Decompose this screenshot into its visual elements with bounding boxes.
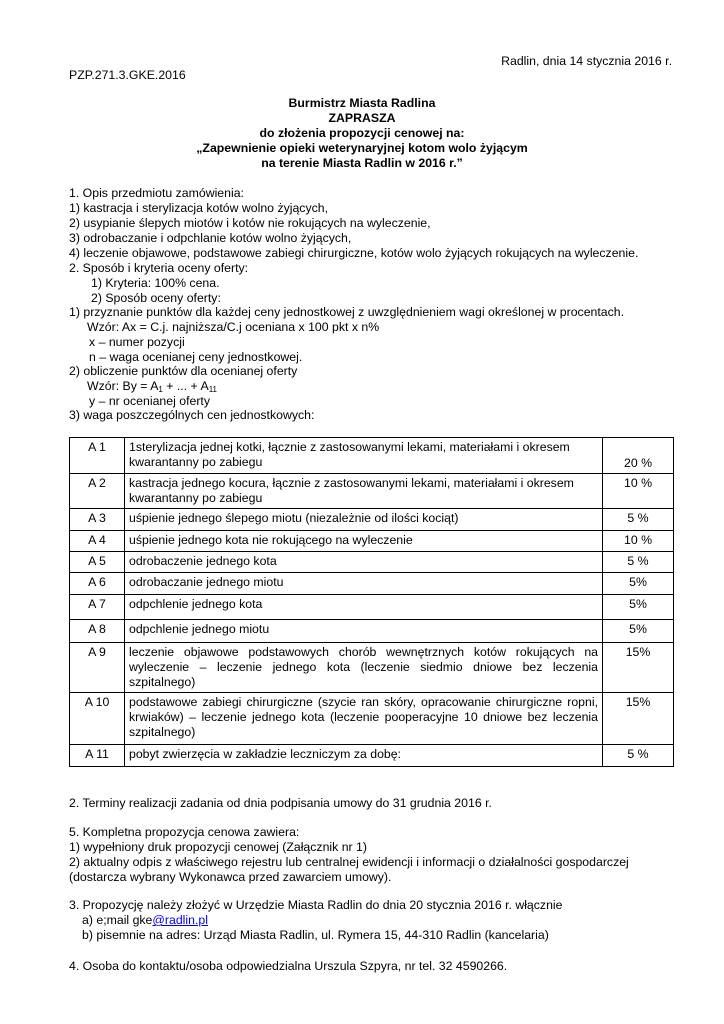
email-line: a) e;mail gke@radlin.pl (82, 913, 208, 927)
section5-heading: 5. Kompletna propozycja cenowa zawiera: (69, 825, 300, 839)
formula-n-definition: n – waga ocenianej ceny jednostkowej. (89, 350, 303, 364)
section2-heading: 2. Sposób i kryteria oceny oferty: (69, 261, 249, 275)
row-code: A 4 (70, 531, 125, 552)
row-weight: 20 % (603, 438, 674, 474)
row-code: A 9 (70, 643, 125, 693)
place-date: Radlin, dnia 14 stycznia 2016 r. (501, 54, 672, 68)
row-weight: 5% (603, 595, 674, 620)
row-weight: 10 % (603, 531, 674, 552)
row-description: leczenie objawowe podstawowych chorób wewnętrznych kotów rokujących na wyleczenie – leczenie jednego kota (leczenie siedmio dniowe bez leczenia szpitalnego) (125, 643, 603, 693)
row-weight: 5% (603, 620, 674, 643)
row-code: A 6 (70, 573, 125, 595)
formula-y-definition: y – nr ocenianej oferty (89, 394, 210, 408)
formula-by: Wzór: $By = A_1$ + ... + $A_{11}$ (87, 379, 217, 394)
row-weight: 10 % (603, 474, 674, 509)
terms-paragraph: 2. Terminy realizacji zadania od dnia podpisania umowy do 31 grudnia 2016 r. (69, 796, 492, 810)
row-code: A 3 (70, 509, 125, 531)
row-weight: 15% (603, 693, 674, 745)
row-weight: 5 % (603, 552, 674, 573)
scoring-point-3: 3) waga poszczególnych cen jednostkowych: (69, 408, 315, 422)
row-description: odrobaczenie jednego kota (125, 552, 603, 573)
section3-heading: 3. Propozycję należy złożyć w Urzędzie Miasta Radlin do dnia 20 stycznia 2016 r. włącznie (69, 898, 563, 912)
row-description: kastracja jednego kocura, łącznie z zastosowanymi lekami, materiałami i okresem kwarantanny po zabiegu (125, 474, 603, 509)
table-row (70, 552, 674, 573)
row-description: odrobaczanie jednego miotu (125, 573, 603, 595)
table-row (70, 573, 674, 595)
table-row (70, 693, 674, 745)
postal-address-line: b) pisemnie na adres: Urząd Miasta Radlin, ul. Rymera 15, 44-310 Radlin (kancelaria) (82, 928, 549, 942)
table-row (70, 531, 674, 552)
formula-x-definition: x – numer pozycji (89, 335, 185, 349)
row-code: A 8 (70, 620, 125, 643)
row-code: A 5 (70, 552, 125, 573)
subject-line-1: „Zapewnienie opieki weterynaryjnej kotom wolo żyjącym (196, 141, 528, 155)
row-description: uśpienie jednego ślepego miotu (niezależnie od ilości kociąt) (125, 509, 603, 531)
reference-number: PZP.271.3.GKE.2016 (69, 68, 186, 82)
weights-table (69, 437, 674, 767)
row-description: pobyt zwierzęcia w zakładzie leczniczym za dobę: (125, 745, 603, 767)
section1-item: 1) kastracja i sterylizacja kotów wolno żyjących, (69, 201, 329, 215)
row-description: 1sterylizacja jednej kotki, łącznie z zastosowanymi lekami, materiałami i okresem kwarantanny po zabiegu (125, 438, 603, 474)
row-weight: 5 % (603, 745, 674, 767)
table-row (70, 620, 674, 643)
row-weight: 15% (603, 643, 674, 693)
scoring-point-2: 2) obliczenie punktów dla ocenianej oferty (69, 364, 298, 378)
section5-item: 1) wypełniony druk propozycji cenowej (Załącznik nr 1) (69, 840, 367, 854)
section1-item: 3) odrobaczanie i odpchlanie kotów wolno żyjących, (69, 231, 352, 245)
section1-heading: 1. Opis przedmiotu zamówienia: (69, 186, 244, 200)
table-row (70, 595, 674, 620)
section1-item: 4) leczenie objawowe, podstawowe zabiegi chirurgiczne, kotów wolo żyjących rokujących na wyleczenie. (69, 246, 639, 260)
row-code: A 2 (70, 474, 125, 509)
issuer-title: Burmistrz Miasta Radlina (288, 96, 436, 110)
section5-item-continuation: (dostarcza wybrany Wykonawca przed zawarciem umowy). (69, 870, 392, 884)
email-link[interactable]: @radlin.pl (152, 913, 208, 927)
criteria-item: 1) Kryteria: 100% cena. (91, 276, 220, 290)
row-code: A 7 (70, 595, 125, 620)
row-weight: 5% (603, 573, 674, 595)
row-weight: 5 % (603, 509, 674, 531)
table-row (70, 474, 674, 509)
invitation-subheading: do złożenia propozycji cenowej na: (259, 126, 465, 140)
table-row (70, 745, 674, 767)
row-code: A 1 (70, 438, 125, 474)
table-row (70, 438, 674, 474)
criteria-item: 2) Sposób oceny oferty: (91, 291, 221, 305)
contact-paragraph: 4. Osoba do kontaktu/osoba odpowiedzialna Urszula Szpyra, nr tel. 32 4590266. (69, 959, 508, 973)
subject-line-2: na terenie Miasta Radlin w 2016 r.” (261, 156, 463, 170)
row-code: A 11 (70, 745, 125, 767)
formula-ax: Wzór: Ax = C.j. najniższa/C.j oceniana x 100 pkt x n% (87, 320, 380, 334)
table-row (70, 643, 674, 693)
row-description: odpchlenie jednego kota (125, 595, 603, 620)
invitation-heading: ZAPRASZA (328, 111, 396, 125)
table-row (70, 509, 674, 531)
row-code: A 10 (70, 693, 125, 745)
section1-item: 2) usypianie ślepych miotów i kotów nie rokujących na wyleczenie, (69, 216, 431, 230)
row-description: odpchlenie jednego miotu (125, 620, 603, 643)
scoring-point-1: 1) przyznanie punktów dla każdej ceny jednostkowej z uwzględnieniem wagi określonej w procentach. (69, 305, 625, 319)
row-description: uśpienie jednego kota nie rokującego na wyleczenie (125, 531, 603, 552)
row-description: podstawowe zabiegi chirurgiczne (szycie ran skóry, opracowanie chirurgiczne ropni, krwiaków) – leczenie jednego kota (leczenie pooperacyjne 10 dniowe bez leczenia szpitalnego) (125, 693, 603, 745)
section5-item: 2) aktualny odpis z właściwego rejestru lub centralnej ewidencji i informacji o działalności gospodarczej (69, 855, 629, 869)
